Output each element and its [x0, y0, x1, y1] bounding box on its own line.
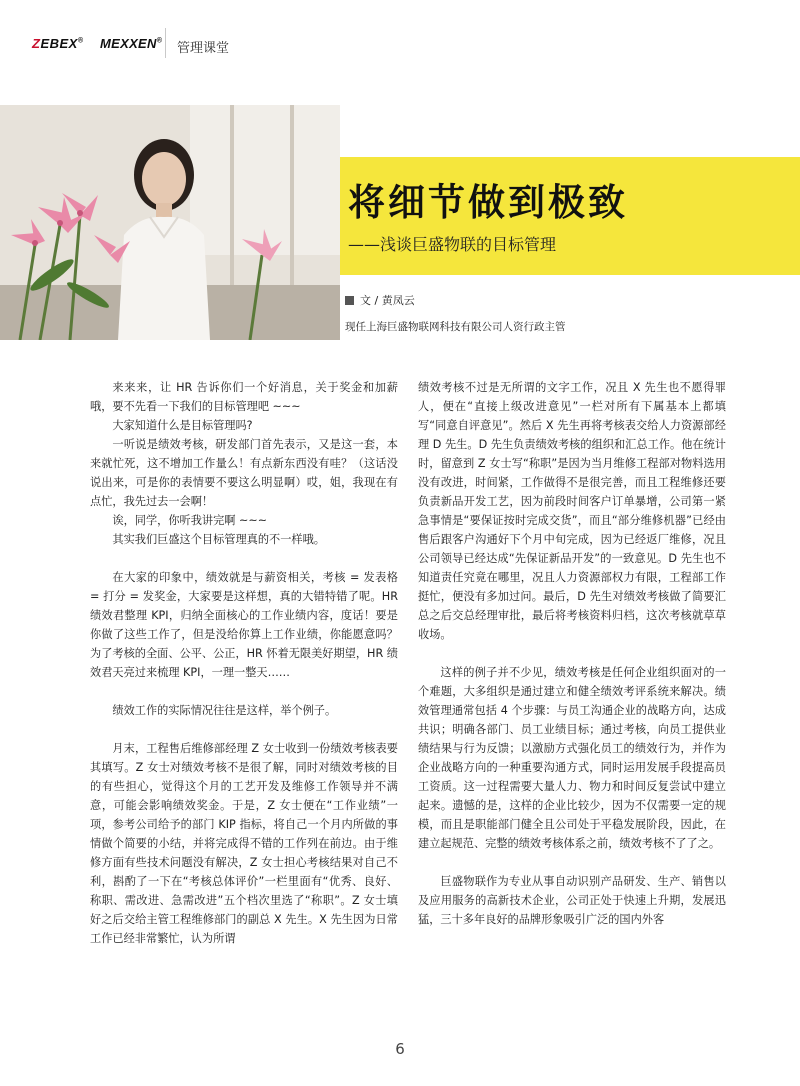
- paragraph: 绩效工作的实际情况往往是这样，举个例子。: [112, 704, 337, 717]
- byline-text: 文 / 黄凤云: [360, 294, 415, 307]
- page-header: [0, 0, 800, 60]
- page-number: 6: [395, 1040, 405, 1058]
- paragraph: 诶，同学，你听我讲完啊 ~~~: [112, 514, 268, 527]
- paragraph: 其实我们巨盛这个目标管理真的不一样哦。: [112, 533, 325, 546]
- paragraph: 大家知道什么是目标管理吗?: [112, 419, 253, 432]
- author-title: 现任上海巨盛物联网科技有限公司人资行政主管: [345, 321, 566, 333]
- article-column-left: [90, 378, 398, 948]
- article-title: 将细节做到极致: [348, 181, 628, 224]
- section-label: 管理课堂: [177, 41, 230, 56]
- paragraph: 这样的例子并不少见，绩效考核是任何企业组织面对的一个难题，大多组织是通过建立和健全绩效考评系统来解决。绩效管理通常包括 4 个步骤：与员工沟通企业的战略方向，达成共识；明确各部门、员工业绩目标；通过考核，向员工提供业绩结果与行为反馈；以激励方式强化员工的绩效行为，并作为企业战略方向的一种重要沟通方式，同时运用发展手段提高员工资质。这一过程需要大量人力、物力和时间反复尝试中建立起来。遗憾的是，这样的企业比较少，因为不仅需要一定的规模，而且是职能部门健全且公司处于平稳发展阶段，因此，在建立起规范、完整的绩效考核体系之前，绩效考核不了了之。: [418, 666, 726, 850]
- paragraph: 在大家的印象中，绩效就是与薪资相关，考核 = 发表格 = 打分 = 发奖金，大家要是这样想，真的大错特错了呢。HR 绩效君整理 KPI，归纳全面核心的工作业绩内容，度话！要是你做了这些工作了，但是没给你算上工作业绩，你能愿意吗？为了考核的全面、公平、公正，HR 怀着无限美好期望，HR 绩效君天亮过来梳理 KPI，一理一整天……: [90, 571, 398, 679]
- byline: [345, 292, 415, 308]
- paragraph: 月末，工程售后维修部经理 Z 女士收到一份绩效考核表要其填写。Z 女士对绩效考核不是很了解，同时对绩效考核的目的有些担心，觉得这个月的工艺开发及维修工作领导并不满意，可能会影响绩效奖金。于是，Z 女士便在“工作业绩”一项，参考公司给予的部门 KIP 指标，将自己一个月内所做的事情做个简要的小结，并将完成得不错的工作列在前边。由于维修方面有些技术问题没有解决，Z 女士担心考核结果对自己不利，斟酌了一下在“考核总体评价”一栏里面有“优秀、良好、称职、需改进、急需改进”五个档次里选了“称职”。Z 女士填好之后交给主管工程维修部门的副总 X 先生。X 先生因为日常工作已经非常繁忙，认为所谓: [90, 742, 398, 945]
- byline-marker-icon: [345, 296, 354, 305]
- mexxen-logo: MEXXEN®: [100, 36, 163, 51]
- header-divider: [165, 28, 166, 58]
- article-subtitle: ——浅谈巨盛物联的目标管理: [348, 235, 557, 254]
- zebex-logo-text: EBEX: [40, 36, 78, 51]
- paragraph: 来来来，让 HR 告诉你们一个好消息，关于奖金和加薪哦，要不先看一下我们的目标管理吧 ~~~: [90, 381, 398, 413]
- paragraph: 一听说是绩效考核，研发部门首先表示，又是这一套，本来就忙死，这不增加工作量么！有点新东西没有哇？（这话没说出来，可是你的表情要不要这么明显啊）哎，姐，我现在有点忙，我先过去一会啊！: [90, 438, 398, 508]
- article-column-right: [418, 378, 726, 929]
- paragraph: 巨盛物联作为专业从事自动识别产品研发、生产、销售以及应用服务的高新技术企业，公司正处于快速上升期，发展迅猛，三十多年良好的品牌形象吸引广泛的国内外客: [418, 875, 726, 926]
- paragraph: 绩效考核不过是无所谓的文字工作，况且 X 先生也不愿得罪人，便在“直接上级改进意见”一栏对所有下属基本上都填写“同意自评意见”。然后 X 先生再将考核表交给人力资源部经理 D 先生。D 先生负责绩效考核的组织和汇总工作。他在统计时，留意到 Z 女士写“称职”是因为当月维修工程部对物料选用没有改进，时间紧，工作做得不是很完善，而且工程维修还要负责新品开发工艺，因为前段时间客户订单暴增，公司第一紧急事情是“要保证按时完成交货”，而且“部分维修机器”已经由售后跟客户沟通好下个月中旬完成，因为已经返厂维修，况且公司领导已经达成“先保证新品开发”的一致意见。D 先生也不知道责任究竟在哪里，况且人力资源部权力有限，工程部工作挺忙，便没有多加过问。最后，D 先生对绩效考核做了简要汇总之后交总经理审批，最后将考核资料归档，这次考核就草草收场。: [418, 381, 726, 641]
- hero: [0, 105, 800, 340]
- zebex-logo: ZEBEX®: [32, 36, 84, 51]
- author-photo: [0, 105, 340, 340]
- author-photo-illustration: [0, 105, 340, 340]
